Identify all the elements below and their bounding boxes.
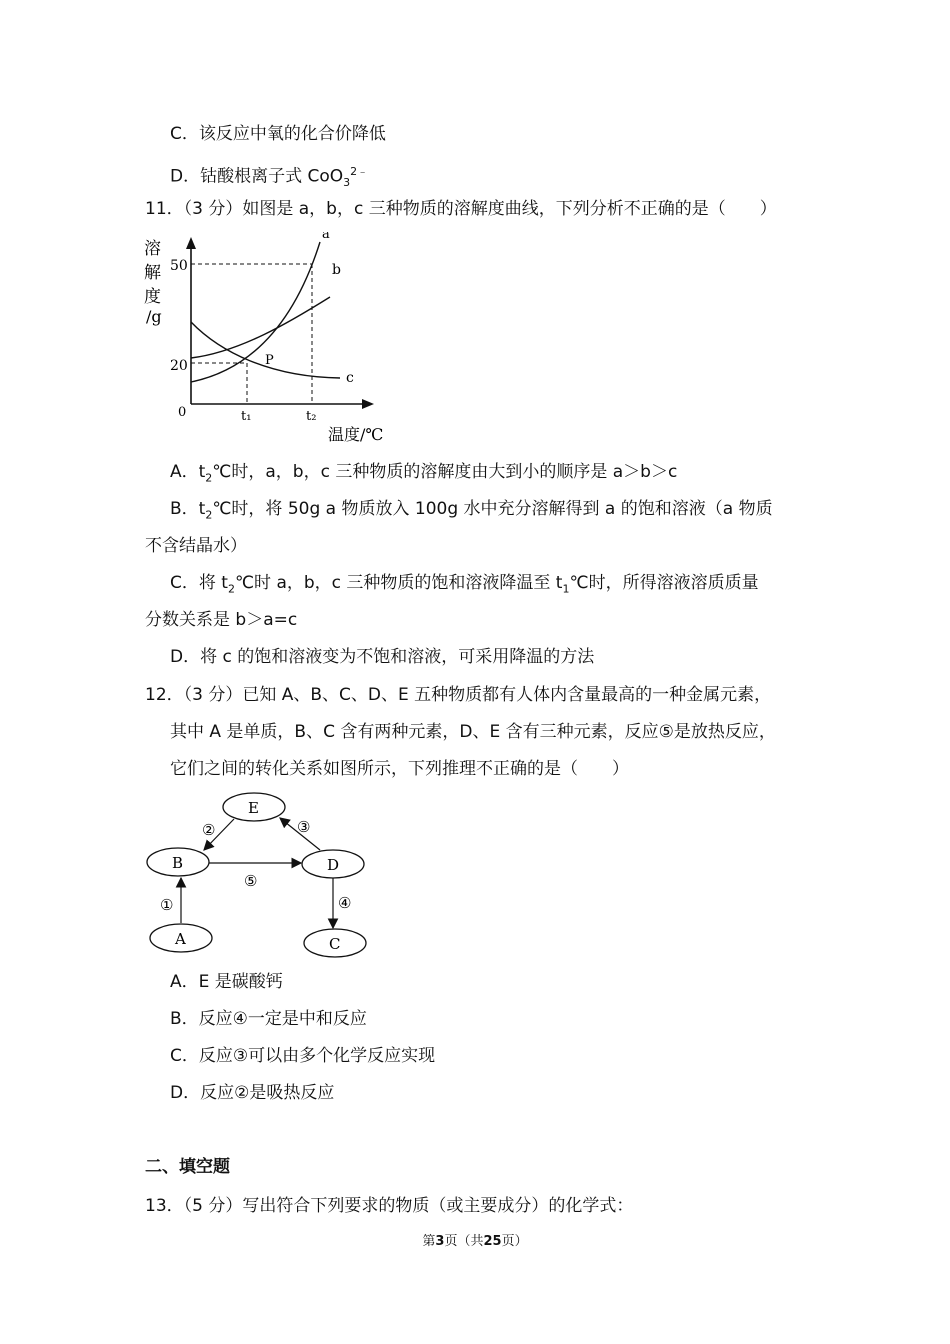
q11-stem: 11．（3 分）如图是 a，b，c 三种物质的溶解度曲线，下列分析不正确的是（ ） [145, 199, 777, 219]
q11-option-c-cont: 分数关系是 b＞a=c [145, 610, 298, 630]
q10-option-d-text: D．钴酸根离子式 CoO [170, 166, 344, 187]
q11-option-b-post: ℃时，将 50g a 物质放入 100g 水中充分溶解得到 a 的饱和溶液（a 物质 [212, 499, 773, 519]
q11-option-a-sub: 2 [205, 471, 213, 485]
q10-option-d [170, 160, 368, 195]
arrow-2-label: ② [202, 821, 216, 839]
node-b-label: B [172, 854, 184, 872]
page-footer [0, 1230, 950, 1249]
node-d-label: D [327, 856, 340, 874]
q11-option-a-pre: A．t [170, 462, 206, 482]
q12-stem-2: 其中 A 是单质，B、C 含有两种元素，D、E 含有三种元素，反应⑤是放热反应， [170, 722, 776, 742]
footer-total: 25 [483, 1234, 502, 1249]
graph-ylabel-2: 解 [144, 263, 161, 283]
conversion-diagram [140, 790, 380, 962]
q10-option-d-sub: 3 [343, 176, 351, 190]
graph-ylabel-3: 度 [144, 287, 161, 307]
node-a-label: A [175, 930, 186, 948]
q11-option-c-mid: ℃时 a，b，c 三种物质的饱和溶液降温至 t [234, 573, 563, 593]
solubility-graph [140, 232, 400, 447]
graph-point-p: P [265, 353, 274, 368]
curve-label-b: b [332, 262, 341, 278]
q11-option-a [170, 460, 677, 490]
q12-stem-1: 12．（3 分）已知 A、B、C、D、E 五种物质都有人体内含量最高的一种金属元素， [145, 685, 772, 705]
curve-label-a: a [322, 232, 330, 242]
graph-ytick-50: 50 [170, 258, 188, 274]
curve-c [191, 322, 340, 378]
q11-option-b-cont: 不含结晶水） [145, 536, 247, 556]
graph-ylabel-1: 溶 [144, 239, 161, 259]
q11-option-c-sub2: 1 [562, 582, 570, 596]
q11-option-b-pre: B．t [170, 499, 206, 519]
footer-pre: 第 [422, 1234, 436, 1249]
q12-option-b: B．反应④一定是中和反应 [170, 1009, 367, 1029]
q13-stem: 13．（5 分）写出符合下列要求的物质（或主要成分）的化学式： [145, 1196, 634, 1216]
q11-option-c-pre: C．将 t [170, 573, 228, 593]
graph-ytick-20: 20 [170, 358, 188, 374]
q11-option-c-sub1: 2 [227, 582, 235, 596]
graph-ylabel-4: /g [146, 307, 162, 326]
footer-page: 3 [435, 1234, 445, 1249]
q12-stem-3: 它们之间的转化关系如图所示，下列推理不正确的是（ ） [170, 759, 629, 779]
arrow-4-label: ④ [338, 894, 352, 912]
graph-xtick-t1: t₁ [241, 409, 252, 424]
curve-label-c: c [346, 370, 354, 386]
footer-mid: 页（共 [444, 1234, 484, 1249]
q10-option-c: C．该反应中氧的化合价降低 [170, 124, 386, 144]
footer-post: 页） [501, 1234, 528, 1249]
graph-xtick-t2: t₂ [306, 409, 317, 424]
graph-xlabel: 温度/℃ [328, 425, 384, 444]
graph-origin: 0 [178, 405, 187, 420]
arrow-3-label: ③ [297, 818, 311, 836]
q11-option-c [170, 571, 759, 601]
section-title: 二、填空题 [145, 1157, 230, 1177]
arrow-5-label: ⑤ [244, 872, 258, 890]
q11-option-c-post: ℃时，所得溶液溶质质量 [569, 573, 759, 593]
curve-a [191, 242, 320, 382]
q11-option-d: D．将 c 的饱和溶液变为不饱和溶液，可采用降温的方法 [170, 647, 595, 667]
node-c-label: C [329, 935, 341, 953]
q11-option-b-sub: 2 [205, 508, 213, 522]
node-e-label: E [248, 799, 259, 817]
curve-b [191, 297, 330, 358]
q10-option-d-sup: 2﹣ [350, 165, 369, 178]
q12-option-c: C．反应③可以由多个化学反应实现 [170, 1046, 436, 1066]
q12-option-a: A．E 是碳酸钙 [170, 972, 283, 992]
q12-option-d: D．反应②是吸热反应 [170, 1083, 335, 1103]
q11-option-a-post: ℃时，a，b，c 三种物质的溶解度由大到小的顺序是 a＞b＞c [212, 462, 678, 482]
arrow-1-label: ① [160, 896, 174, 914]
q11-option-b [170, 497, 773, 527]
